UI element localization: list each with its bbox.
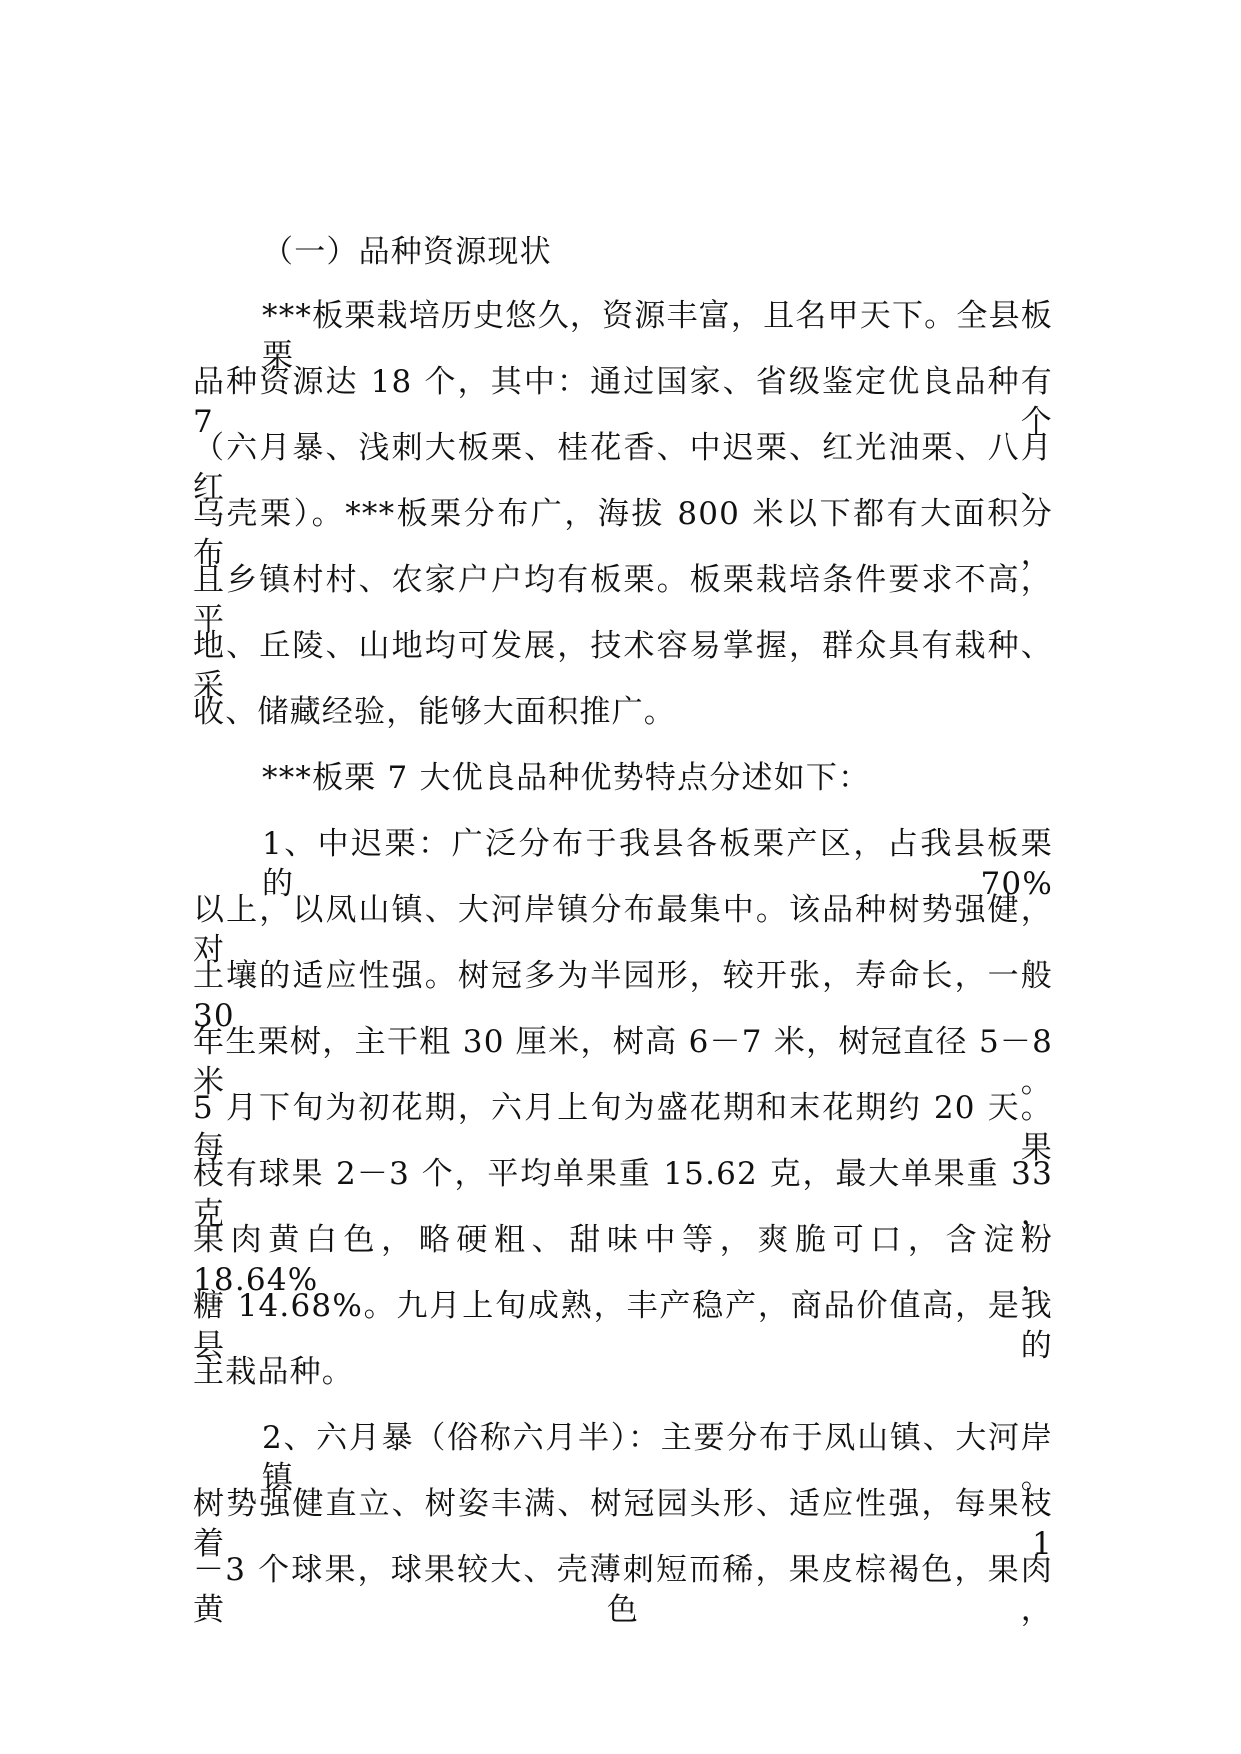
paragraph-line: 1、中迟栗：广泛分布于我县各板栗产区，占我县板栗的 70% xyxy=(262,826,1053,902)
paragraph-line: 5 月下旬为初花期，六月上旬为盛花期和末花期约 20 天。每果 xyxy=(193,1090,1053,1166)
paragraph-line: （六月暴、浅刺大板栗、桂花香、中迟栗、红光油栗、八月红、 xyxy=(193,430,1053,506)
paragraph-line: 果肉黄白色，略硬粗、甜味中等，爽脆可口，含淀粉 18.64%， xyxy=(193,1222,1053,1298)
paragraph-line: 2、六月暴（俗称六月半）：主要分布于凤山镇、大河岸镇。 xyxy=(262,1420,1053,1496)
paragraph-line: 收、储藏经验，能够大面积推广。 xyxy=(193,694,676,730)
paragraph-line: 枝有球果 2－3 个，平均单果重 15.62 克，最大单果重 33 克， xyxy=(193,1156,1053,1232)
paragraph-line: 品种资源达 18 个，其中：通过国家、省级鉴定优良品种有 7 个 xyxy=(193,364,1053,440)
paragraph-line: 年生栗树，主干粗 30 厘米，树高 6－7 米，树冠直径 5－8 米。 xyxy=(193,1024,1053,1100)
paragraph-line: 糖 14.68%。九月上旬成熟，丰产稳产，商品价值高，是我县的 xyxy=(193,1288,1053,1364)
paragraph-line: ***板栗栽培历史悠久，资源丰富，且名甲天下。全县板栗 xyxy=(262,298,1053,374)
paragraph-line: 地、丘陵、山地均可发展，技术容易掌握，群众具有栽种、采 xyxy=(193,628,1053,704)
paragraph-line: 主栽品种。 xyxy=(193,1354,354,1390)
paragraph-line: 树势强健直立、树姿丰满、树冠园头形、适应性强，每果枝着 1 xyxy=(193,1486,1053,1562)
paragraph-line: ***板栗 7 大优良品种优势特点分述如下： xyxy=(262,760,871,796)
section-heading: （一）品种资源现状 xyxy=(262,234,552,270)
paragraph-line: 乌壳栗）。***板栗分布广，海拔 800 米以下都有大面积分布， xyxy=(193,496,1053,572)
paragraph-line: －3 个球果，球果较大、壳薄刺短而稀，果皮棕褐色，果肉黄色， xyxy=(193,1552,1053,1628)
paragraph-line: 土壤的适应性强。树冠多为半园形，较开张，寿命长，一般 30 xyxy=(193,958,1053,1034)
paragraph-line: 且乡镇村村、农家户户均有板栗。板栗栽培条件要求不高，平 xyxy=(193,562,1053,638)
paragraph-line: 以上，以凤山镇、大河岸镇分布最集中。该品种树势强健，对 xyxy=(193,892,1053,968)
